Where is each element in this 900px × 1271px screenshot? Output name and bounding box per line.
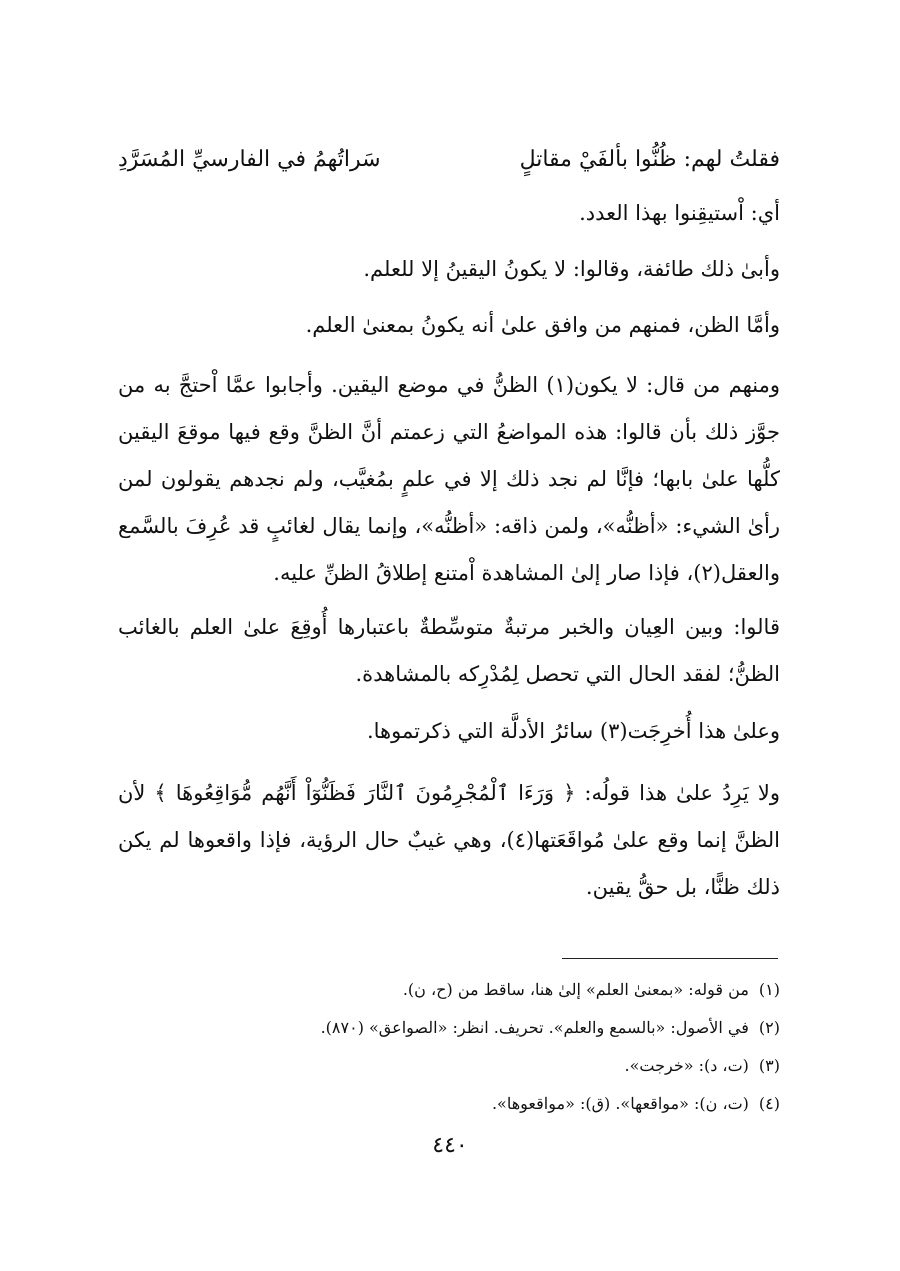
text-line-2: وأبىٰ ذلك طائفة، وقالوا: لا يكونُ اليقينُ إلا للعلم. (363, 257, 780, 281)
footnote-2-number: (٢) (758, 1018, 780, 1037)
footnote-1 (118, 975, 780, 1005)
paragraph-1 (118, 362, 780, 597)
text-line-3: وأمَّا الظن، فمنهم من وافق علىٰ أنه يكونُ بمعنىٰ العلم. (305, 313, 780, 337)
footnote-4-text: (ت، ن): «مواقعها». (ق): «مواقعوها». (491, 1094, 749, 1113)
footnote-3-text: (ت، د): «خرجت». (624, 1056, 749, 1075)
footnote-divider (562, 958, 778, 959)
footnote-2-text: في الأصول: «بالسمع والعلم». تحريف. انظر: «الصواعق» (٨٧٠). (320, 1018, 749, 1037)
footnote-3 (118, 1051, 780, 1081)
paragraph-1-text: ومنهم من قال: لا يكون(١) الظنُّ في موضع اليقين. وأجابوا عمَّا اْحتجَّ به من جوَّز ذلك بأن قالوا: هذه المواضعُ التي زعمتم أنَّ الظنَّ وقع فيها موقعَ اليقين كلُّها علىٰ بابها؛ فإنَّا لم نجد ذلك إلا في علمٍ بمُغيَّب، ولم نجدهم يقولون لمن رأىٰ الشيء: «أظنُّه»، ولمن ذاقه: «أظنُّه»، وإنما يقال لغائبٍ قد عُرِفَ بالسَّمع والعقل(٢)، فإذا صار إلىٰ المشاهدة اْمتنع إطلاقُ الظنِّ عليه. (118, 373, 780, 585)
footnote-3-number: (٣) (758, 1056, 780, 1075)
paragraph-4-text: ولا يَرِدُ علىٰ هذا قولُه: ﴿ وَرَءَا ٱلْمُجْرِمُونَ ٱلنَّارَ فَظَنُّوٓاْ أَنَّهُم مُّوَاقِعُوهَا ﴾ لأن الظنَّ إنما وقع علىٰ مُواقَعَتها(٤)، وهي غيبٌ حال الرؤية، فإذا واقعوها لم يكن ذلك ظنًّا، بل حقُّ يقين. (118, 781, 780, 899)
footnote-4-number: (٤) (758, 1094, 780, 1113)
text-line-1: أي: اْستيقِنوا بهذا العدد. (579, 201, 780, 225)
footnote-2 (118, 1013, 780, 1043)
poetry-verse (118, 138, 780, 182)
text-line-p3: وعلىٰ هذا أُخرِجَت(٣) سائرُ الأدلَّة التي ذكرتموها. (366, 719, 780, 743)
footnote-1-text: من قوله: «بمعنىٰ العلم» إلىٰ هنا، ساقط من (ح، ن). (402, 980, 749, 999)
paragraph-4 (118, 770, 780, 911)
verse-first-hemistich: فقلتُ لهم: ظُنُّوا بألفَيْ مقاتلٍ (519, 147, 780, 172)
verse-second-hemistich: سَراتُهمُ في الفارسيِّ المُسَرَّدِ (118, 147, 381, 172)
page-number: ٤٤٠ (432, 1133, 468, 1158)
footnote-1-number: (١) (758, 980, 780, 999)
footnote-4 (118, 1089, 780, 1119)
paragraph-2 (118, 604, 780, 698)
paragraph-2-text: قالوا: وبين العِيان والخبر مرتبةٌ متوسِّطةٌ باعتبارها أُوقِعَ علىٰ العلم بالغائب الظنُّ؛ لفقد الحال التي تحصل لِمُدْرِكه بالمشاهدة. (118, 615, 780, 686)
